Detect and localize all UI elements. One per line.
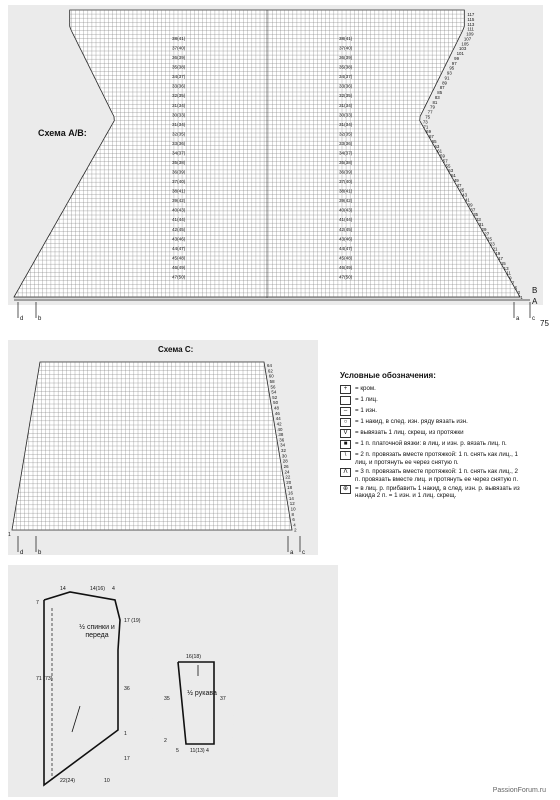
schema-ab-marker-label: d [20, 316, 24, 322]
schema-ab-center-label-left: 31(34) [172, 102, 186, 108]
body-piece-arrow [72, 706, 80, 732]
sleeve-piece-dimension: 5 [176, 748, 179, 754]
legend-symbol [340, 396, 351, 405]
schema-c-row-label: 24 [284, 469, 290, 475]
schema-ab-row-label: 45 [459, 187, 465, 193]
schema-ab-marker-label: c [532, 316, 535, 322]
schema-ab-center-label-right: 30(33) [339, 112, 353, 118]
schema-c-marker-label: c [302, 550, 305, 556]
schema-c-row-label: 14 [288, 495, 294, 501]
legend-text: = 3 п. провязать вместе протяжкой: 1 п. снять как лиц., 2 п. провязать вместе лиц. и протянуть ее через снятую п. [355, 468, 519, 483]
schema-c-row-label: 16 [288, 490, 293, 496]
schema-c-row-label: 52 [272, 394, 278, 400]
schema-ab-row-label: 65 [431, 138, 437, 144]
schema-ab-center-label-left: 33(36) [172, 83, 186, 89]
schema-ab-row-label: 115 [467, 16, 475, 22]
schema-ab-center-label-left: 39(42) [172, 198, 186, 204]
schema-ab-row-label: 71 [423, 124, 429, 130]
schema-ab-center-label-left: 47(50) [172, 274, 186, 280]
legend-symbol: ■ [340, 440, 351, 449]
body-piece-dimension: 71 (73) [36, 676, 53, 682]
body-piece-dimension: 36 [124, 686, 130, 692]
schema-ab-row-label: 21 [492, 246, 498, 252]
schema-ab-row-label: 41 [464, 197, 470, 203]
schema-c-row-label: 58 [269, 378, 275, 384]
schema-ab-row-label: 37 [470, 207, 476, 213]
schema-ab-center-label-right: 45(48) [339, 255, 353, 261]
schema-ab-row-label: 39 [467, 202, 473, 208]
schema-ab-row-label: 109 [466, 31, 474, 37]
legend-symbol: ○ [340, 418, 351, 427]
schema-ab-center-label-left: 36(39) [172, 55, 186, 61]
schema-c-row-label: 28 [282, 458, 288, 464]
legend-symbol: Λ [340, 468, 351, 477]
schema-ab-center-label-right: 37(40) [339, 179, 353, 185]
schema-ab-center-label-right: 41(44) [339, 217, 353, 223]
schema-ab-center-label-right: 46(49) [339, 264, 353, 270]
schema-c-marker-label: d [20, 550, 24, 556]
schema-c-marker-label: a [290, 550, 294, 556]
legend-item [340, 429, 520, 438]
body-piece-dimension: 4 [112, 586, 115, 592]
schema-ab-row-label: 53 [448, 168, 454, 174]
schema-ab-center-label-left: 34(37) [172, 74, 186, 80]
schema-ab-row-label: 61 [437, 148, 443, 154]
schema-c-row-label: 8 [291, 511, 294, 517]
schema-ab-center-label-right: 43(46) [339, 236, 353, 242]
body-piece-label: ½ спинки и переда [79, 624, 115, 639]
schema-ab-row-label: 63 [434, 143, 440, 149]
schema-ab-row-label: 11 [506, 270, 511, 276]
watermark: PassionForum.ru [492, 787, 546, 794]
sleeve-piece-dimension: 2 [164, 738, 167, 744]
schema-ab-row-label: 77 [427, 109, 433, 115]
schema-ab-side-a: A [532, 297, 538, 306]
schema-ab-center-label-right: 37(40) [339, 45, 353, 51]
schema-ab-center-label-right: 36(39) [339, 55, 353, 61]
schema-ab-center-label-left: 37(40) [172, 45, 186, 51]
body-piece-dimension: 17 [124, 756, 130, 762]
schema-ab-center-label-left: 44(47) [172, 245, 186, 251]
schema-c-row-label: 42 [276, 421, 282, 427]
schema-c-row-label: 50 [273, 400, 279, 406]
schema-ab-row-label: 67 [428, 134, 434, 140]
legend-title: Условные обозначения: [340, 371, 436, 380]
body-piece-dimension: 7 [36, 600, 39, 606]
body-piece-dimension: 14 [60, 586, 66, 592]
legend-item [340, 418, 520, 427]
sleeve-piece-dimension: 4 [206, 748, 209, 754]
legend-text: = 2 п. провязать вместе протяжкой: 1 п. снять как лиц., 1 лиц. и протянуть ее через снятую п. [355, 451, 518, 466]
schema-ab-row-label: 55 [445, 163, 451, 169]
legend-symbol: – [340, 407, 351, 416]
schema-c-title: Схема C: [158, 345, 194, 354]
schema-ab-row-label: 81 [432, 99, 438, 105]
legend-item [340, 485, 520, 500]
schema-ab-center-label-right: 47(50) [339, 274, 353, 280]
schema-ab-center-label-right: 36(39) [339, 169, 353, 175]
schema-ab-center-label-left: 31(34) [172, 121, 186, 127]
sleeve-piece-dimension: 16(18) [186, 654, 201, 660]
legend-item [340, 451, 520, 466]
schema-ab-row-label: 47 [456, 182, 462, 188]
schema-ab-row-label: 105 [461, 41, 469, 47]
schema-ab-row-label: 3 [517, 290, 520, 296]
sleeve-piece-dimension: 35 [164, 696, 170, 702]
schema-ab-center-label-left: 32(35) [172, 93, 186, 99]
schema-ab-row-label: 1 [520, 295, 523, 301]
schema-ab-center-label-left: 42(45) [172, 226, 186, 232]
schema-c-row-label: 26 [283, 463, 289, 469]
body-piece-outline [44, 592, 120, 785]
legend-symbol: V [340, 429, 351, 438]
schema-ab-center-label-left: 37(40) [172, 179, 186, 185]
schema-ab-center-label-left: 45(48) [172, 255, 186, 261]
schema-ab-center-label-right: 35(38) [339, 64, 353, 70]
schema-ab-center-label-left: 46(49) [172, 264, 186, 270]
schema-ab-side-b: B [532, 286, 538, 295]
schema-ab-center-label-right: 34(37) [339, 150, 353, 156]
schema-ab-row-label: 111 [467, 26, 475, 32]
schema-ab-center-label-right: 34(37) [339, 74, 353, 80]
schema-ab-row-label: 89 [442, 80, 448, 86]
schema-ab-row-label: 87 [439, 85, 445, 91]
schema-c-row-label: 44 [275, 416, 281, 422]
schema-ab-row-label: 29 [481, 226, 487, 232]
body-piece-dimension: 10 [104, 778, 110, 784]
schema-ab-center-label-right: 38(41) [339, 188, 353, 194]
schema-ab-center-label-left: 35(38) [172, 64, 186, 70]
schema-ab-row-label: 27 [484, 231, 490, 237]
schema-ab-row-label: 7 [511, 280, 515, 286]
body-piece-dimension: 22(24) [60, 778, 75, 784]
legend-item [340, 440, 520, 449]
legend-symbol: \ [340, 451, 351, 460]
schema-ab-row-label: 93 [446, 70, 452, 76]
schema-ab-center-label-left: 41(44) [172, 217, 186, 223]
schema-c-row-label: 46 [274, 410, 280, 416]
schema-ab-row-label: 9 [509, 275, 512, 281]
schema-ab-center-label-left: 38(41) [172, 188, 186, 194]
schema-ab-center-label-right: 39(42) [339, 198, 353, 204]
schema-ab-row-label: 99 [454, 55, 460, 61]
schema-ab-row-label: 33 [475, 217, 481, 223]
schema-ab-row-label: 101 [456, 51, 464, 57]
legend-text: = 1 накид, в след. изн. ряду вязать изн. [355, 418, 468, 426]
legend-text: = 1 п. платочной вязки: в лиц. и изн. р. вязать лиц. п. [355, 440, 507, 448]
schema-c-row-label: 18 [287, 485, 293, 491]
schema-ab-row-label: 17 [498, 256, 503, 262]
schema-ab-center-label-left: 40(43) [172, 207, 186, 213]
schema-ab-row-label: 51 [451, 173, 456, 179]
schema-c-row-label: 30 [281, 453, 287, 459]
schema-ab-marker-label: b [38, 316, 42, 322]
schema-ab-row-label: 113 [467, 21, 475, 27]
body-piece-dimension: 1 [124, 731, 127, 737]
legend-text: = кром. [355, 385, 376, 393]
schema-ab-center-label-right: 42(45) [339, 226, 353, 232]
schema-c-row-label: 4 [293, 522, 296, 528]
schema-ab-center-label-left: 38(41) [172, 36, 186, 41]
schema-c-row-label: 6 [292, 517, 295, 523]
legend-text: = в лиц. р. прибавить 1 накид, в след. изн. р. вывязать из накида 2 п. = 1 изн. и 1 лиц. скрещ. [355, 485, 520, 500]
schema-ab-title: Схема A/B: [38, 128, 87, 138]
schema-ab-row-label: 79 [430, 104, 435, 110]
legend-text: = вывязать 1 лиц. скрещ. из протяжки [355, 429, 464, 437]
schema-ab-center-label-right: 38(41) [339, 36, 353, 41]
legend-item [340, 396, 520, 405]
schema-ab-row-label: 117 [467, 12, 475, 17]
schema-ab-center-label-left: 33(36) [172, 140, 186, 146]
schema-ab-row-label: 107 [463, 36, 472, 42]
schema-ab-row-label: 19 [495, 251, 501, 257]
schema-ab-center-label-right: 40(43) [339, 207, 353, 213]
schema-ab-row-label: 49 [453, 177, 459, 183]
body-piece-dimension: 17 (19) [124, 618, 141, 624]
schema-c-marker-label: b [38, 550, 42, 556]
schema-c-row-label: 56 [270, 384, 276, 390]
schema-ab-center-label-right: 44(47) [339, 245, 353, 251]
schema-ab-center-label-left: 32(35) [172, 131, 186, 137]
schema-ab-row-label: 85 [437, 90, 443, 96]
schema-ab-center-label-right: 32(35) [339, 131, 353, 137]
schema-ab-center-label-right: 35(38) [339, 160, 353, 165]
schema-ab-row-label: 83 [434, 94, 440, 100]
schema-ab-row-label: 25 [487, 236, 492, 242]
schema-ab-row-label: 57 [442, 158, 448, 164]
schema-ab-center-label-left: 35(38) [172, 160, 186, 165]
schema-c-row-label: 40 [277, 426, 283, 432]
schema-ab-row-label: 31 [478, 221, 484, 227]
schema-c-row-label: 64 [267, 363, 272, 368]
legend-text: = 1 изн. [355, 407, 377, 415]
schema-ab-row-label: 23 [489, 241, 495, 247]
schema-c-row-label: 36 [279, 437, 285, 443]
schema-c-row-label: 60 [268, 373, 274, 379]
schema-ab-row-label: 15 [500, 260, 506, 266]
schema-ab-center-label-left: 30(33) [172, 112, 186, 118]
legend-text: = 1 лиц. [355, 396, 378, 404]
legend-item [340, 407, 520, 416]
schema-ab-row-label: 73 [422, 119, 428, 125]
schema-ab-center-label-right: 33(36) [339, 83, 353, 89]
schema-ab-row-label: 69 [426, 129, 432, 135]
schema-ab-row-label: 35 [473, 212, 479, 218]
schema-ab-row-label: 5 [514, 285, 518, 291]
legend [340, 372, 520, 502]
schema-c-row-label: 48 [274, 405, 279, 411]
schema-ab-row-label: 95 [449, 65, 455, 71]
schema-c-row-label: 10 [290, 506, 296, 512]
schema-ab-center-label-right: 33(36) [339, 140, 353, 146]
sleeve-piece-label: ½ рукава [187, 690, 217, 697]
legend-item [340, 468, 520, 483]
sleeve-piece-dimension: 37 [220, 696, 226, 702]
schema-ab-center-label-left: 43(46) [172, 236, 186, 242]
schema-ab-marker-label: a [516, 316, 520, 322]
schema-c-row-label: 54 [271, 389, 277, 395]
page-number: 75 [540, 319, 549, 328]
schema-ab-row-label: 97 [451, 60, 457, 66]
schema-c-row-label: 32 [281, 448, 286, 453]
schema-ab-center-label-left: 36(39) [172, 169, 186, 175]
schema-ab-row-label: 43 [462, 192, 468, 198]
schema-ab-row-label: 59 [440, 153, 445, 159]
legend-item [340, 385, 520, 394]
schema-c-row-label: 22 [285, 474, 291, 480]
schema-ab-center-label-right: 31(34) [339, 121, 353, 127]
legend-symbol: ⊕ [340, 485, 351, 494]
schema-ab-row-label: 13 [503, 265, 509, 271]
schema-c-row-label: 38 [278, 432, 284, 438]
schema-c-row-label: 12 [289, 501, 295, 507]
schema-c-row-label: 62 [267, 368, 273, 374]
body-piece-dimension: 14(16) [90, 586, 105, 592]
schema-ab-row-label: 91 [444, 75, 450, 81]
schema-c-row-label: 20 [286, 479, 292, 485]
schema-c-left-label: 1 [8, 532, 11, 538]
schema-ab-row-label: 103 [458, 46, 467, 52]
schema-ab-center-label-right: 32(35) [339, 93, 353, 99]
legend-symbol: + [340, 385, 351, 394]
schema-ab-row-label: 75 [425, 114, 431, 120]
sleeve-piece-dimension: 11(13) [190, 748, 205, 754]
schema-c-row-label: 34 [280, 442, 286, 448]
schema-ab-center-label-left: 34(37) [172, 150, 186, 156]
schema-ab-center-label-right: 31(34) [339, 102, 353, 108]
schema-c-row-label: 2 [294, 527, 297, 533]
